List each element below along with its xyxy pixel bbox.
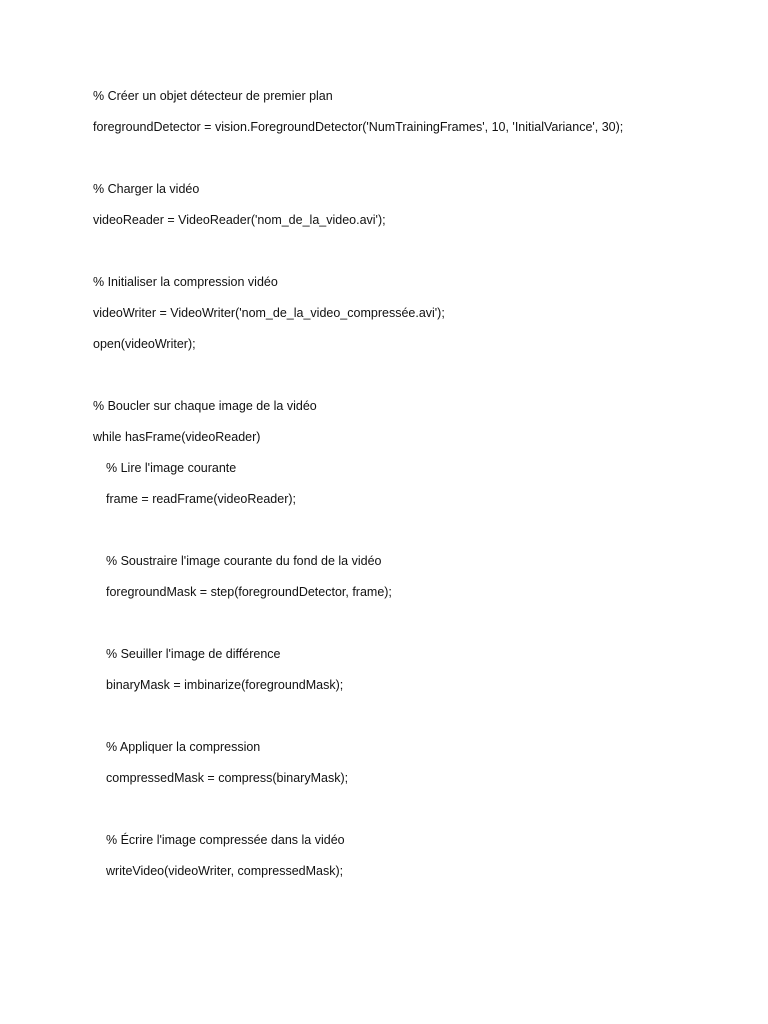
code-line: foregroundDetector = vision.ForegroundDetector('NumTrainingFrames', 10, 'InitialVariance', 30); [93,120,624,134]
code-line: videoReader = VideoReader('nom_de_la_video.avi'); [93,213,386,227]
code-line: foregroundMask = step(foregroundDetector, frame); [106,585,392,599]
comment-line: % Initialiser la compression vidéo [93,275,278,289]
comment-line: % Écrire l'image compressée dans la vidéo [106,833,345,847]
comment-line: % Boucler sur chaque image de la vidéo [93,399,317,413]
code-line: compressedMask = compress(binaryMask); [106,771,349,785]
comment-line: % Appliquer la compression [106,740,261,754]
comment-line: % Charger la vidéo [93,182,200,196]
code-line: frame = readFrame(videoReader); [106,492,297,506]
code-line: open(videoWriter); [93,337,196,351]
code-line: binaryMask = imbinarize(foregroundMask); [106,678,344,692]
comment-line: % Créer un objet détecteur de premier plan [93,89,333,103]
comment-line: % Seuiller l'image de différence [106,647,281,661]
comment-line: % Soustraire l'image courante du fond de la vidéo [106,554,382,568]
code-line: videoWriter = VideoWriter('nom_de_la_video_compressée.avi'); [93,306,445,320]
comment-line: % Lire l'image courante [106,461,237,475]
code-line: writeVideo(videoWriter, compressedMask); [106,864,344,878]
code-line: while hasFrame(videoReader) [93,430,261,444]
